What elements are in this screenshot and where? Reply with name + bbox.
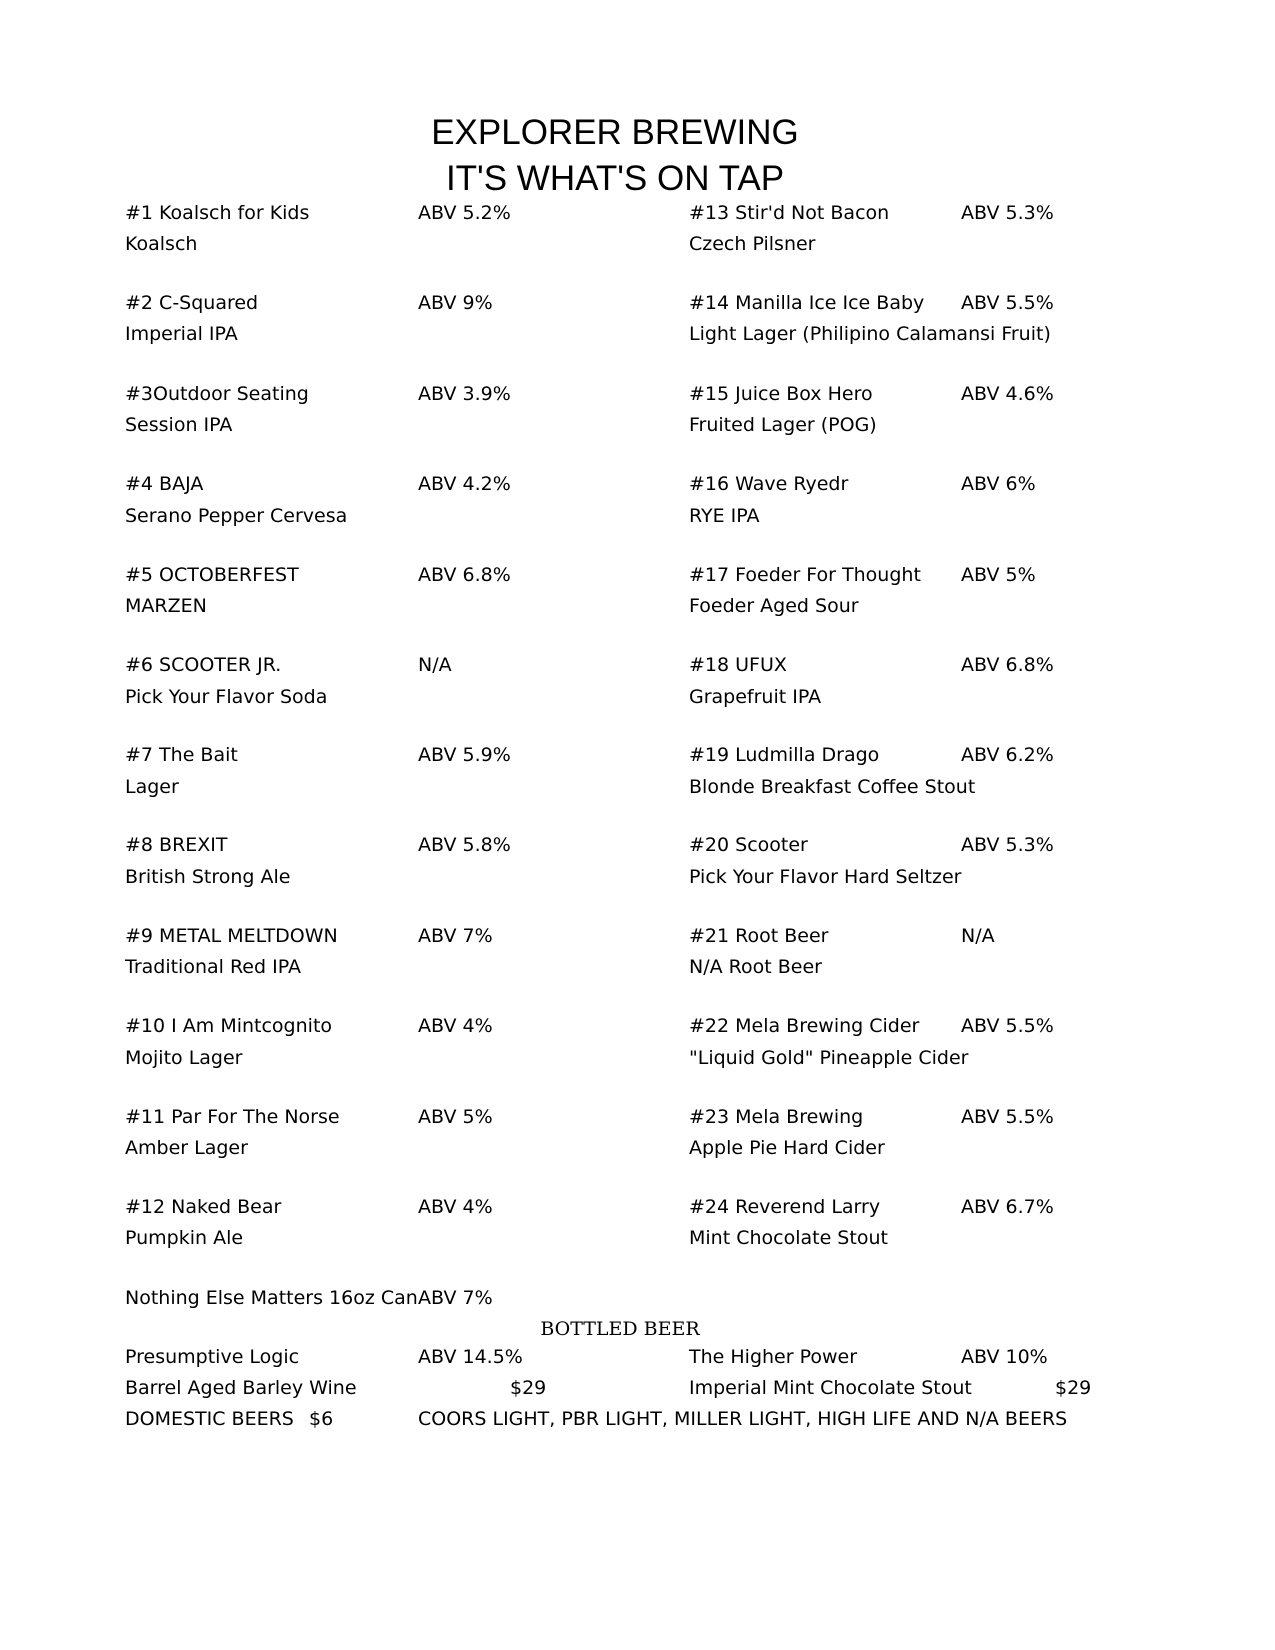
beer-abv: ABV 6.2% bbox=[961, 744, 1054, 766]
beer-abv: ABV 5.9% bbox=[418, 744, 511, 766]
beer-abv: ABV 3.9% bbox=[418, 383, 511, 405]
beer-style: Fruited Lager (POG) bbox=[689, 414, 877, 436]
bottled-style: Imperial Mint Chocolate Stout bbox=[689, 1377, 972, 1399]
beer-name: #3Outdoor Seating bbox=[125, 383, 309, 405]
bottled-heading: BOTTLED BEER bbox=[540, 1318, 700, 1340]
bottled-abv: ABV 14.5% bbox=[418, 1346, 523, 1368]
beer-abv: ABV 4% bbox=[418, 1015, 493, 1037]
beer-abv: ABV 5% bbox=[418, 1106, 493, 1128]
menu-title: EXPLORER BREWING bbox=[431, 113, 799, 152]
beer-style: N/A Root Beer bbox=[689, 956, 822, 978]
beer-name: #23 Mela Brewing bbox=[689, 1106, 864, 1128]
bottled-abv: ABV 10% bbox=[961, 1346, 1048, 1368]
beer-style: Amber Lager bbox=[125, 1137, 248, 1159]
beer-name: #13 Stir'd Not Bacon bbox=[689, 202, 890, 224]
beer-style: Czech Pilsner bbox=[689, 233, 816, 255]
bottled-price: $29 bbox=[510, 1377, 547, 1399]
beer-name: #1 Koalsch for Kids bbox=[125, 202, 310, 224]
beer-name: #6 SCOOTER JR. bbox=[125, 654, 282, 676]
beer-style: Lager bbox=[125, 776, 179, 798]
beer-style: Grapefruit IPA bbox=[689, 686, 822, 708]
beer-style: Apple Pie Hard Cider bbox=[689, 1137, 885, 1159]
beer-name: #19 Ludmilla Drago bbox=[689, 744, 880, 766]
beer-name: #20 Scooter bbox=[689, 834, 808, 856]
beer-abv: ABV 4.2% bbox=[418, 473, 511, 495]
beer-style: Light Lager (Philipino Calamansi Fruit) bbox=[689, 323, 1051, 345]
beer-name: #16 Wave Ryedr bbox=[689, 473, 849, 495]
beer-style: MARZEN bbox=[125, 595, 207, 617]
beer-style: Blonde Breakfast Coffee Stout bbox=[689, 776, 976, 798]
beer-style: Imperial IPA bbox=[125, 323, 238, 345]
beer-style: Traditional Red IPA bbox=[125, 956, 301, 978]
can-name: Nothing Else Matters 16oz Can bbox=[125, 1287, 418, 1309]
beer-name: #18 UFUX bbox=[689, 654, 787, 676]
beer-name: #4 BAJA bbox=[125, 473, 204, 495]
bottled-name: Presumptive Logic bbox=[125, 1346, 300, 1368]
bottled-name: The Higher Power bbox=[689, 1346, 858, 1368]
beer-abv: ABV 5.2% bbox=[418, 202, 511, 224]
beer-name: #7 The Bait bbox=[125, 744, 238, 766]
beer-style: Mojito Lager bbox=[125, 1047, 243, 1069]
beer-abv: ABV 5.8% bbox=[418, 834, 511, 856]
beer-name: #14 Manilla Ice Ice Baby bbox=[689, 292, 925, 314]
beer-abv: ABV 5.5% bbox=[961, 1015, 1054, 1037]
beer-name: #5 OCTOBERFEST bbox=[125, 564, 299, 586]
beer-abv: N/A bbox=[961, 925, 995, 947]
domestic-price: $6 bbox=[309, 1408, 334, 1430]
beer-name: #15 Juice Box Hero bbox=[689, 383, 873, 405]
menu-subtitle: IT'S WHAT'S ON TAP bbox=[445, 159, 785, 198]
beer-abv: ABV 5.3% bbox=[961, 202, 1054, 224]
beer-abv: ABV 6.8% bbox=[961, 654, 1054, 676]
beer-style: Pick Your Flavor Soda bbox=[125, 686, 328, 708]
beer-abv: ABV 5.3% bbox=[961, 834, 1054, 856]
beer-abv: ABV 6.8% bbox=[418, 564, 511, 586]
beer-style: British Strong Ale bbox=[125, 866, 291, 888]
beer-name: #11 Par For The Norse bbox=[125, 1106, 340, 1128]
beer-abv: ABV 5.5% bbox=[961, 292, 1054, 314]
beer-name: #9 METAL MELTDOWN bbox=[125, 925, 338, 947]
beer-style: RYE IPA bbox=[689, 505, 760, 527]
beer-style: Session IPA bbox=[125, 414, 233, 436]
beer-style: Koalsch bbox=[125, 233, 198, 255]
beer-abv: ABV 6.7% bbox=[961, 1196, 1054, 1218]
domestic-label: DOMESTIC BEERS bbox=[125, 1408, 294, 1430]
domestic-list: COORS LIGHT, PBR LIGHT, MILLER LIGHT, HIGH LIFE AND N/A BEERS bbox=[418, 1408, 1068, 1430]
beer-name: #22 Mela Brewing Cider bbox=[689, 1015, 920, 1037]
beer-name: #21 Root Beer bbox=[689, 925, 829, 947]
beer-name: #24 Reverend Larry bbox=[689, 1196, 881, 1218]
bottled-price: $29 bbox=[1055, 1377, 1092, 1399]
beer-abv: ABV 5% bbox=[961, 564, 1036, 586]
beer-abv: N/A bbox=[418, 654, 452, 676]
beer-abv: ABV 7% bbox=[418, 925, 493, 947]
beer-style: Foeder Aged Sour bbox=[689, 595, 859, 617]
beer-style: "Liquid Gold" Pineapple Cider bbox=[689, 1047, 969, 1069]
beer-abv: ABV 5.5% bbox=[961, 1106, 1054, 1128]
beer-style: Pick Your Flavor Hard Seltzer bbox=[689, 866, 962, 888]
beer-name: #10 I Am Mintcognito bbox=[125, 1015, 333, 1037]
beer-style: Serano Pepper Cervesa bbox=[125, 505, 348, 527]
beer-name: #17 Foeder For Thought bbox=[689, 564, 921, 586]
beer-abv: ABV 9% bbox=[418, 292, 493, 314]
beer-style: Mint Chocolate Stout bbox=[689, 1227, 888, 1249]
beer-abv: ABV 4.6% bbox=[961, 383, 1054, 405]
beer-abv: ABV 6% bbox=[961, 473, 1036, 495]
can-abv: ABV 7% bbox=[418, 1287, 493, 1309]
beer-name: #8 BREXIT bbox=[125, 834, 228, 856]
beer-style: Pumpkin Ale bbox=[125, 1227, 244, 1249]
beer-name: #12 Naked Bear bbox=[125, 1196, 282, 1218]
bottled-style: Barrel Aged Barley Wine bbox=[125, 1377, 357, 1399]
beer-abv: ABV 4% bbox=[418, 1196, 493, 1218]
beer-name: #2 C-Squared bbox=[125, 292, 259, 314]
